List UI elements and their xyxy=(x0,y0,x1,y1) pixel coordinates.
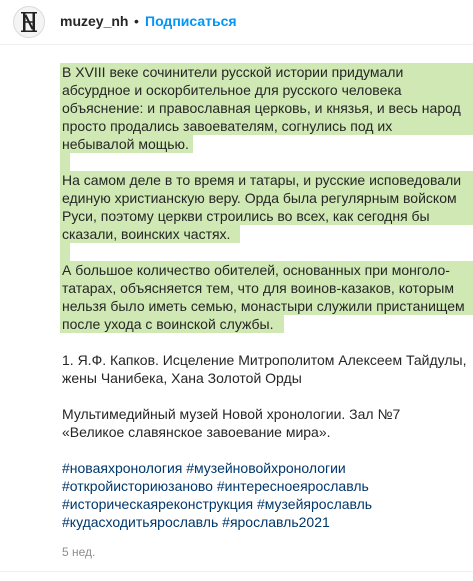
paragraph-gap xyxy=(62,387,473,405)
hashtag-line[interactable]: #историческаяреконструкция #музейярославль xyxy=(62,496,373,512)
highlight-gap xyxy=(60,243,70,261)
caption-line: Мультимедийный музей Новой хронологии. Зал №7 xyxy=(62,406,401,422)
caption-line: жены Чанибека, Хана Золотой Орды xyxy=(62,370,302,386)
highlighted-paragraph-3 xyxy=(62,261,473,333)
bottom-divider xyxy=(0,571,473,572)
separator-dot: • xyxy=(134,13,139,29)
caption-line: просто продались завоевателям, согнулись под их xyxy=(60,117,473,135)
caption-line: после ухода с воинской службы. xyxy=(60,315,284,333)
highlight-gap xyxy=(60,153,70,171)
paragraph-gap xyxy=(62,333,473,351)
caption-line: объяснение: и православная церковь, и князья, и весь народ xyxy=(60,99,473,117)
caption-line: небывалой мощью. xyxy=(60,135,193,153)
caption-line: татарах, объясняется тем, что для воинов-казаков, которым xyxy=(60,279,473,297)
caption-line: сказали, воинских частях. xyxy=(60,225,240,243)
follow-button[interactable]: Подписаться xyxy=(145,13,237,29)
caption-line: На самом деле в то время и татары, и русские исповедовали xyxy=(60,171,473,189)
post-header xyxy=(0,0,473,44)
caption-line: единую христианскую веру. Орда была регулярным войском xyxy=(60,189,473,207)
museum-note xyxy=(62,405,473,441)
username[interactable]: muzey_nh xyxy=(60,13,129,29)
caption-line: Руси, поэтому церкви строились во всех, как сегодня бы xyxy=(60,207,473,225)
highlighted-paragraph-2 xyxy=(62,171,473,243)
museum-logo-icon xyxy=(14,7,44,37)
footnote xyxy=(62,351,473,387)
caption-line: В XVIII веке сочинители русской истории придумали xyxy=(60,63,473,81)
highlighted-paragraph-1 xyxy=(62,63,473,153)
caption-line: нельзя было иметь семью, монастыри служили пристанищем xyxy=(60,297,473,315)
hashtag-line[interactable]: #новаяхронология #музейновойхронологии xyxy=(62,460,346,476)
caption-text xyxy=(62,63,473,531)
hashtag-line[interactable]: #откройисториюзаново #интересноеярославль xyxy=(62,478,369,494)
hashtags xyxy=(62,459,473,531)
caption-line: 1. Я.Ф. Капков. Исцеление Митрополитом Алексеем Тайдулы, xyxy=(62,352,467,368)
caption-line: А большое количество обителей, основанных при монголо- xyxy=(60,261,473,279)
post-timestamp[interactable]: 5 нед. xyxy=(62,545,96,559)
caption-line: «Великое славянское завоевание мира». xyxy=(62,424,331,440)
caption-line: абсурдное и оскорбительное для русского человека xyxy=(60,81,473,99)
hashtag-line[interactable]: #кудасходитьярославль #ярославль2021 xyxy=(62,514,330,530)
paragraph-gap xyxy=(62,441,473,459)
header-divider xyxy=(0,44,473,45)
avatar[interactable] xyxy=(13,6,45,38)
